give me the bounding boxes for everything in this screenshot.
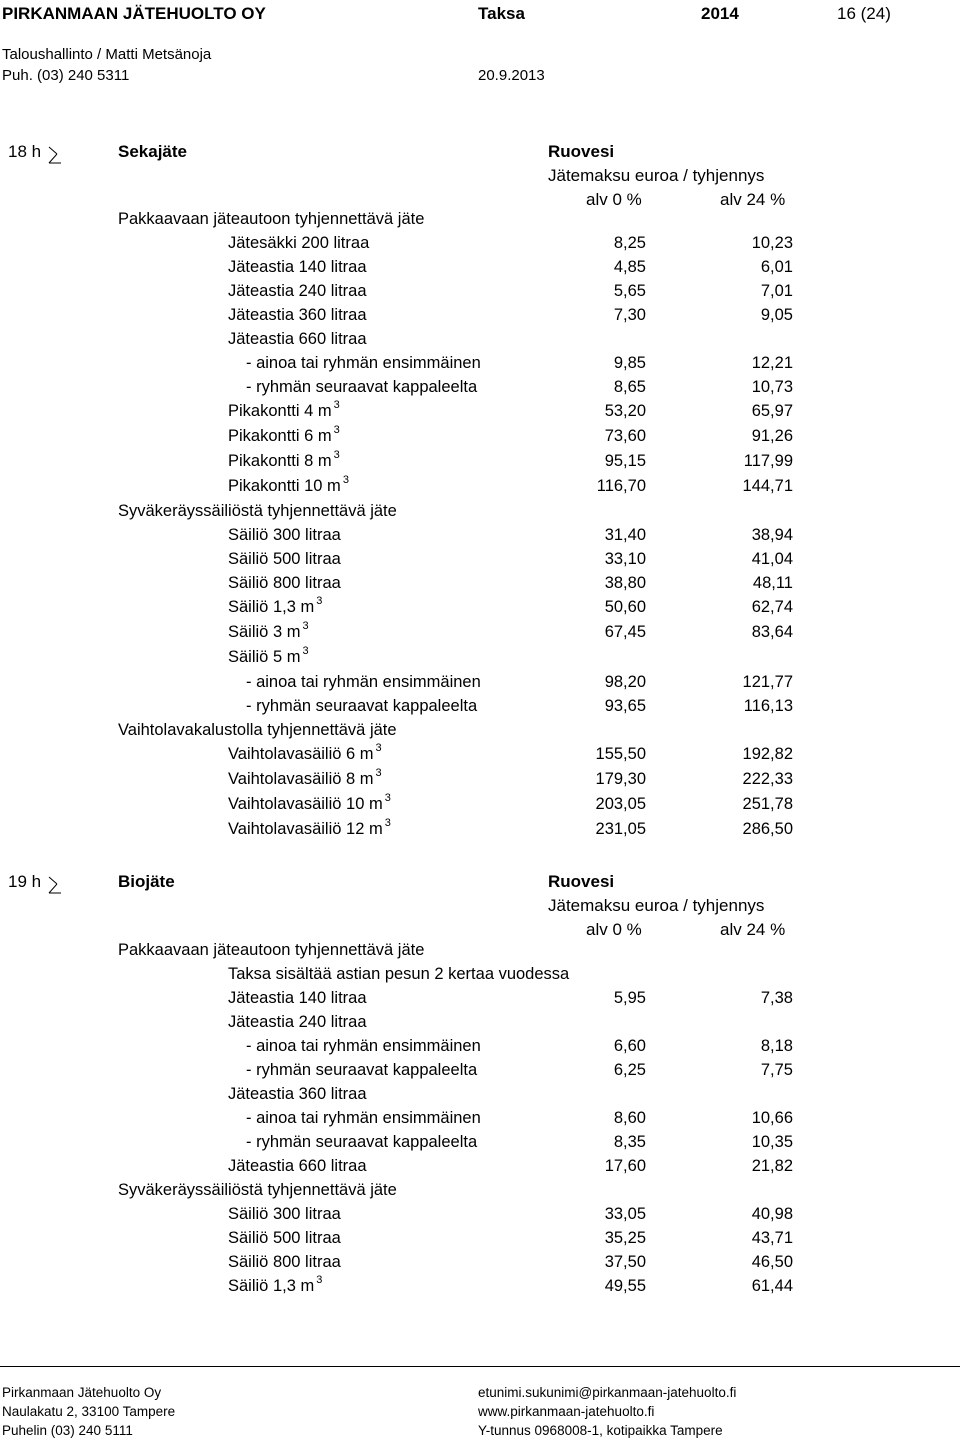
row-label-text: - ryhmän seuraavat kappaleelta (246, 378, 478, 396)
table-row (0, 1274, 960, 1301)
price-vat24: 48,11 (752, 574, 793, 592)
fee-label: Jätemaksu euroa / tyhjennys (548, 166, 765, 185)
price-vat24: 121,77 (742, 673, 793, 691)
row-label-text: - ainoa tai ryhmän ensimmäinen (246, 1109, 481, 1127)
row-label-text: Syväkeräyssäiliöstä tyhjennettävä jäte (118, 1181, 397, 1199)
price-vat0: 7,30 (613, 306, 646, 324)
price-vat0: 49,55 (604, 1277, 646, 1295)
table-row (0, 1085, 960, 1109)
row-label (228, 1157, 367, 1176)
table-row (0, 965, 960, 989)
price-vat0: 8,60 (613, 1109, 646, 1127)
row-label-text: Säiliö 1,3 m (228, 598, 315, 616)
unit-exponent: 3 (384, 792, 391, 804)
area-name: Ruovesi (548, 872, 615, 891)
table-row (0, 1061, 960, 1085)
price-vat0: 5,95 (613, 989, 646, 1007)
table-row (0, 792, 960, 819)
fee-label: Jätemaksu euroa / tyhjennys (548, 896, 765, 915)
row-label (118, 210, 424, 229)
unit-exponent: 3 (333, 449, 340, 461)
row-label (246, 1037, 481, 1056)
footer-divider (0, 1366, 960, 1367)
table-row (0, 330, 960, 354)
price-vat0: 98,20 (604, 673, 646, 691)
footer-left (2, 1383, 175, 1440)
paragraph-mark-icon (48, 144, 62, 164)
table-row (0, 1229, 960, 1253)
row-label (246, 673, 481, 692)
price-vat24: 91,26 (751, 427, 793, 445)
price-vat0: 33,05 (604, 1205, 646, 1223)
price-vat24: 10,66 (751, 1109, 793, 1127)
row-label (228, 792, 391, 814)
row-label (228, 424, 340, 446)
price-vat0: 8,65 (613, 378, 646, 396)
price-vat24: 7,01 (760, 282, 793, 300)
table-row (0, 378, 960, 402)
price-vat24: 6,01 (760, 258, 793, 276)
table-row (0, 620, 960, 647)
row-label-text: Taksa sisältää astian pesun 2 kertaa vuodessa (228, 965, 570, 983)
unit-exponent: 3 (333, 399, 340, 411)
price-vat0: 6,60 (613, 1037, 646, 1055)
table-row (0, 1037, 960, 1061)
price-vat0: 179,30 (595, 770, 646, 788)
price-vat24: 65,97 (751, 402, 793, 420)
row-label (228, 989, 367, 1008)
row-label-text: Jäteastia 140 litraa (228, 258, 367, 276)
row-label (228, 306, 367, 325)
row-label (118, 1181, 397, 1200)
price-vat0: 67,45 (604, 623, 646, 641)
price-vat24: 9,05 (760, 306, 793, 324)
table-row (0, 595, 960, 622)
table-row (0, 697, 960, 721)
price-vat0: 17,60 (604, 1157, 646, 1175)
table-row (0, 1157, 960, 1181)
price-vat0: 33,10 (604, 550, 646, 568)
tariff-year: 2014 (701, 4, 739, 23)
price-vat0: 53,20 (604, 402, 646, 420)
page-footer (0, 1383, 960, 1443)
price-vat24: 116,13 (743, 697, 793, 715)
company-name: PIRKANMAAN JÄTEHUOLTO OY (2, 4, 266, 23)
row-label-text: Jäteastia 240 litraa (228, 282, 367, 300)
row-label (228, 1253, 341, 1272)
row-label-text: Pikakontti 6 m (228, 427, 332, 445)
price-vat24: 62,74 (751, 598, 793, 616)
row-label (246, 1133, 477, 1152)
price-vat24: 7,38 (760, 989, 793, 1007)
price-vat24: 40,98 (751, 1205, 793, 1223)
footer-website: www.pirkanmaan-jatehuolto.fi (478, 1404, 655, 1419)
row-label (228, 574, 341, 593)
price-vat24: 251,78 (742, 795, 793, 813)
row-label-text: Jäteastia 240 litraa (228, 1013, 367, 1031)
price-vat0: 37,50 (604, 1253, 646, 1271)
price-vat24: 43,71 (751, 1229, 793, 1247)
row-label-text: Jäteastia 660 litraa (228, 1157, 367, 1175)
price-vat0: 31,40 (604, 526, 646, 544)
unit-exponent: 3 (316, 595, 323, 607)
department: Taloushallinto / Matti Metsänoja (2, 46, 212, 63)
row-label-text: Jäteastia 360 litraa (228, 1085, 367, 1103)
footer-phone: Puhelin (03) 240 5111 (2, 1423, 133, 1438)
row-label (228, 1013, 367, 1032)
price-vat24: 10,35 (751, 1133, 793, 1151)
page-header (0, 0, 960, 84)
row-label-text: Säiliö 500 litraa (228, 1229, 341, 1247)
table-row (0, 1133, 960, 1157)
price-vat24: 10,23 (751, 234, 793, 252)
row-label-text: Vaihtolavasäiliö 10 m (228, 795, 383, 813)
table-row (0, 1109, 960, 1133)
price-vat0: 9,85 (613, 354, 646, 372)
col-vat0-header: alv 0 % (586, 920, 642, 939)
price-vat0: 35,25 (604, 1229, 646, 1247)
paragraph-mark-icon (48, 874, 62, 894)
table-row (0, 574, 960, 598)
price-vat0: 5,65 (613, 282, 646, 300)
row-label (228, 330, 367, 349)
row-label (228, 1274, 323, 1296)
price-vat0: 95,15 (604, 452, 646, 470)
price-vat0: 116,70 (596, 477, 646, 495)
price-vat24: 222,33 (742, 770, 793, 788)
price-vat0: 8,35 (613, 1133, 646, 1151)
price-vat0: 8,25 (613, 234, 646, 252)
footer-address: Naulakatu 2, 33100 Tampere (2, 1404, 176, 1419)
table-row (0, 1205, 960, 1229)
row-label-text: Pikakontti 10 m (228, 477, 341, 495)
row-label (228, 767, 382, 789)
table-row (0, 449, 960, 476)
unit-exponent: 3 (302, 645, 309, 657)
price-vat24: 144,71 (742, 477, 793, 495)
table-row (0, 210, 960, 234)
unit-exponent: 3 (375, 742, 382, 754)
row-label (228, 1205, 341, 1224)
row-label-text: Säiliö 300 litraa (228, 1205, 341, 1223)
row-label (228, 526, 341, 545)
row-label (228, 1085, 367, 1104)
row-label (228, 449, 340, 471)
phone: Puh. (03) 240 5311 (2, 67, 130, 84)
row-label-text: Jätesäkki 200 litraa (228, 234, 370, 252)
row-label-text: Pakkaavaan jäteautoon tyhjennettävä jäte (118, 941, 425, 959)
row-label-text: Säiliö 300 litraa (228, 526, 341, 544)
price-vat0: 203,05 (595, 795, 646, 813)
row-label (246, 1061, 477, 1080)
row-label (228, 234, 369, 253)
row-label (118, 502, 397, 521)
table-row (0, 399, 960, 426)
row-label-text: Säiliö 3 m (228, 623, 301, 641)
table-row (0, 721, 960, 745)
row-label (228, 1229, 341, 1248)
table-row (0, 424, 960, 451)
table-row (0, 742, 960, 769)
table-row (0, 941, 960, 965)
price-vat24: 41,04 (751, 550, 793, 568)
unit-exponent: 3 (342, 474, 349, 486)
row-label (118, 941, 424, 960)
footer-email: etunimi.sukunimi@pirkanmaan-jatehuolto.fi (478, 1385, 737, 1400)
document-type: Taksa (478, 4, 525, 23)
area-name: Ruovesi (548, 142, 615, 161)
row-label (246, 697, 477, 716)
row-label (246, 354, 481, 373)
table-row (0, 645, 960, 672)
row-label-text: Jäteastia 360 litraa (228, 306, 367, 324)
row-label-text: Vaihtolavakalustolla tyhjennettävä jäte (118, 721, 397, 739)
row-label-text: - ryhmän seuraavat kappaleelta (246, 697, 478, 715)
price-vat0: 6,25 (613, 1061, 646, 1079)
section-title: Sekajäte (118, 142, 187, 161)
unit-exponent: 3 (384, 817, 391, 829)
row-label-text: Vaihtolavasäiliö 8 m (228, 770, 374, 788)
table-row (0, 306, 960, 330)
row-label (228, 595, 323, 617)
table-row (0, 234, 960, 258)
row-label-text: Vaihtolavasäiliö 6 m (228, 745, 374, 763)
row-label-text: - ryhmän seuraavat kappaleelta (246, 1133, 478, 1151)
price-vat0: 155,50 (595, 745, 646, 763)
row-label-text: Säiliö 1,3 m (228, 1277, 315, 1295)
table-row (0, 282, 960, 306)
row-label (228, 645, 309, 667)
table-row (0, 502, 960, 526)
table-row (0, 1013, 960, 1037)
row-label-text: Vaihtolavasäiliö 12 m (228, 820, 383, 838)
row-label (228, 550, 341, 569)
section-number: 18 h (8, 142, 42, 161)
row-label (118, 721, 397, 740)
row-label-text: Jäteastia 660 litraa (228, 330, 367, 348)
price-vat0: 38,80 (604, 574, 646, 592)
footer-business-id: Y-tunnus 0968008-1, kotipaikka Tampere (478, 1423, 723, 1438)
unit-exponent: 3 (302, 620, 309, 632)
row-label-text: - ainoa tai ryhmän ensimmäinen (246, 1037, 481, 1055)
section-title: Biojäte (118, 872, 175, 891)
row-label-text: Pakkaavaan jäteautoon tyhjennettävä jäte (118, 210, 425, 228)
table-row (0, 526, 960, 550)
table-row (0, 767, 960, 794)
price-vat24: 83,64 (751, 623, 793, 641)
price-vat24: 12,21 (751, 354, 793, 372)
price-vat0: 50,60 (604, 598, 646, 616)
unit-exponent: 3 (333, 424, 340, 436)
price-vat0: 73,60 (604, 427, 646, 445)
row-label (228, 620, 309, 642)
price-vat24: 46,50 (751, 1253, 793, 1271)
col-vat24-header: alv 24 % (720, 190, 786, 209)
price-vat24: 38,94 (751, 526, 793, 544)
price-vat24: 61,44 (751, 1277, 793, 1295)
document-date: 20.9.2013 (478, 67, 545, 84)
table-row (0, 550, 960, 574)
row-label-text: Säiliö 800 litraa (228, 574, 341, 592)
table-row (0, 354, 960, 378)
row-label (228, 258, 367, 277)
footer-right (478, 1383, 736, 1440)
row-label (228, 282, 367, 301)
table-row (0, 989, 960, 1013)
row-label-text: Jäteastia 140 litraa (228, 989, 367, 1007)
price-vat24: 286,50 (742, 820, 793, 838)
row-label (228, 399, 340, 421)
row-label (228, 817, 391, 839)
table-row (0, 1253, 960, 1277)
row-label-text: - ryhmän seuraavat kappaleelta (246, 1061, 478, 1079)
unit-exponent: 3 (375, 767, 382, 779)
col-vat24-header: alv 24 % (720, 920, 786, 939)
row-label (246, 1109, 481, 1128)
table-row (0, 817, 960, 844)
row-label-text: Säiliö 500 litraa (228, 550, 341, 568)
row-label-text: - ainoa tai ryhmän ensimmäinen (246, 354, 481, 372)
price-vat0: 4,85 (613, 258, 646, 276)
table-row (0, 673, 960, 697)
col-vat0-header: alv 0 % (586, 190, 642, 209)
price-vat0: 231,05 (595, 820, 646, 838)
row-label (228, 965, 569, 984)
row-label-text: - ainoa tai ryhmän ensimmäinen (246, 673, 481, 691)
table-row (0, 1181, 960, 1205)
row-label-text: Pikakontti 8 m (228, 452, 332, 470)
row-label-text: Säiliö 800 litraa (228, 1253, 341, 1271)
section-number: 19 h (8, 872, 42, 891)
row-label-text: Syväkeräyssäiliöstä tyhjennettävä jäte (118, 502, 397, 520)
page-number: 16 (24) (837, 4, 891, 23)
price-vat24: 8,18 (760, 1037, 793, 1055)
price-vat24: 21,82 (751, 1157, 793, 1175)
price-vat0: 93,65 (604, 697, 646, 715)
price-vat24: 192,82 (742, 745, 793, 763)
price-vat24: 10,73 (751, 378, 793, 396)
row-label-text: Säiliö 5 m (228, 648, 301, 666)
row-label (246, 378, 477, 397)
row-label (228, 474, 349, 496)
price-vat24: 7,75 (760, 1061, 793, 1079)
price-vat24: 117,99 (743, 452, 793, 470)
row-label-text: Pikakontti 4 m (228, 402, 332, 420)
footer-company: Pirkanmaan Jätehuolto Oy (2, 1385, 162, 1400)
row-label (228, 742, 382, 764)
unit-exponent: 3 (316, 1274, 323, 1286)
table-row (0, 258, 960, 282)
table-row (0, 474, 960, 501)
